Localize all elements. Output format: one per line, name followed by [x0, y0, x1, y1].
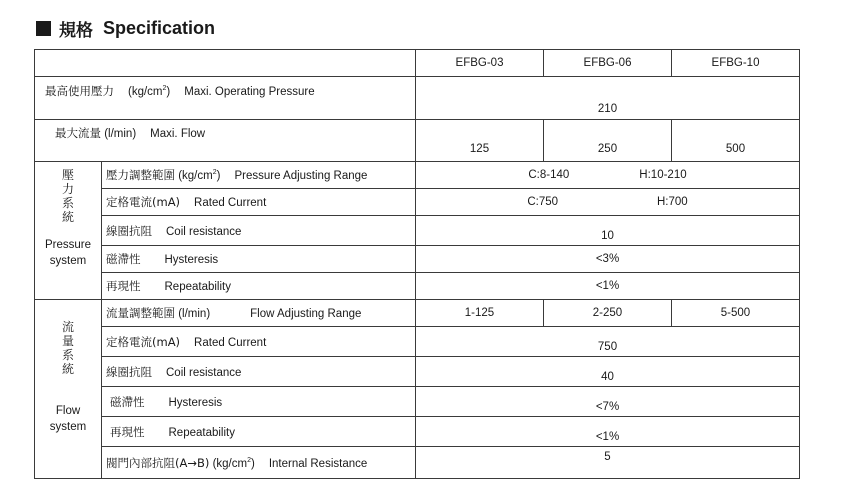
table-row [35, 327, 800, 357]
heading-english: Specification [103, 17, 216, 38]
column-header-efbg-10: EFBG-10 [672, 50, 800, 77]
max-flow-label: 最大流量 (l/min) Maxi. Flow [35, 120, 416, 162]
flow-adjusting-range-efbg-06: 2-250 [544, 300, 672, 327]
flow-adjusting-range-efbg-03: 1-125 [416, 300, 544, 327]
pressure-repeatability-label: 再現性 Repeatability [102, 273, 416, 300]
flow-internal-resistance-value: 5 [416, 447, 800, 479]
flow-coil-resistance-label: 線圈抗阻 Coil resistance [102, 357, 416, 387]
pressure-adjusting-range-label: 壓力調整範圍 $(kg/cm^2)$ Pressure Adjusting Range [102, 162, 416, 189]
table-row [35, 447, 800, 479]
pressure-repeatability-value: <1% [416, 273, 800, 300]
pressure-rated-current-label: 定格電流(mA) Rated Current [102, 189, 416, 216]
flow-rated-current-label: 定格電流(mA) Rated Current [102, 327, 416, 357]
table-row [35, 189, 800, 216]
flow-hysteresis-value: <7% [416, 387, 800, 417]
flow-hysteresis-label: 磁滯性 Hysteresis [102, 387, 416, 417]
flow-coil-resistance-value: 40 [416, 357, 800, 387]
column-header-efbg-03: EFBG-03 [416, 50, 544, 77]
pressure-adjusting-range-value: C:8-140 H:10-210 [416, 162, 800, 189]
flow-system-group: 流 量 系 統 Flow system [35, 300, 102, 479]
table-row [35, 246, 800, 273]
table-row [35, 216, 800, 246]
header-empty-cell [35, 50, 416, 77]
max-flow-efbg-03: 125 [416, 120, 544, 162]
pressure-hysteresis-label: 磁滯性 Hysteresis [102, 246, 416, 273]
table-row [35, 120, 800, 162]
max-flow-efbg-10: 500 [672, 120, 800, 162]
heading-chinese: 規格 [59, 20, 93, 41]
flow-internal-resistance-label: 閥門內部抗阻(A→B) $(kg/cm^2)$ Internal Resistance [102, 447, 416, 479]
table-header-row [35, 50, 800, 77]
table-row [35, 273, 800, 300]
flow-repeatability-value: <1% [416, 417, 800, 447]
pressure-rated-current-value: C:750 H:700 [416, 189, 800, 216]
flow-adjusting-range-label: 流量調整範圍 (l/min) Flow Adjusting Range [102, 300, 416, 327]
table-row [35, 300, 800, 327]
heading-square-icon [36, 21, 51, 36]
flow-repeatability-label: 再現性 Repeatability [102, 417, 416, 447]
table-row [35, 77, 800, 120]
flow-rated-current-value: 750 [416, 327, 800, 357]
pressure-hysteresis-value: <3% [416, 246, 800, 273]
table-row [35, 417, 800, 447]
table-row [35, 357, 800, 387]
max-pressure-label: 最高使用壓力 $(kg/cm^2)$ Maxi. Operating Pressure [35, 77, 416, 120]
pressure-coil-resistance-label: 線圈抗阻 Coil resistance [102, 216, 416, 246]
max-flow-efbg-06: 250 [544, 120, 672, 162]
pressure-coil-resistance-value: 10 [416, 216, 800, 246]
specification-table [34, 49, 800, 479]
table-row [35, 387, 800, 417]
flow-adjusting-range-efbg-10: 5-500 [672, 300, 800, 327]
max-pressure-value: 210 [416, 77, 800, 120]
section-heading [36, 16, 215, 40]
column-header-efbg-06: EFBG-06 [544, 50, 672, 77]
pressure-system-group: 壓 力 系 統 Pressure system [35, 162, 102, 300]
table-row [35, 162, 800, 189]
